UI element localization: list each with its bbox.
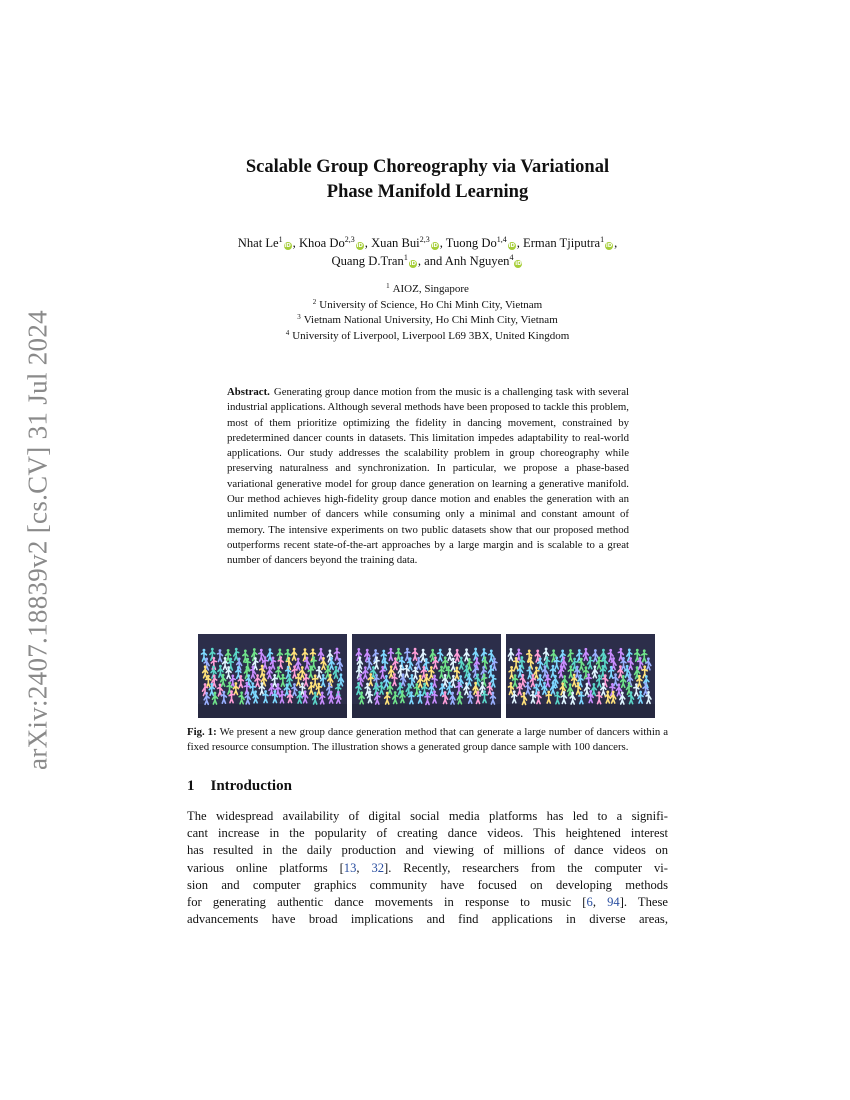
orcid-icon: iD bbox=[284, 243, 291, 249]
title-line: Scalable Group Choreography via Variational bbox=[245, 157, 610, 177]
author-list bbox=[150, 234, 705, 270]
render-floor bbox=[506, 704, 655, 718]
author-affiliation-mark: 4 bbox=[509, 253, 514, 262]
author-affiliation-mark: 1 bbox=[600, 235, 605, 244]
citation-link[interactable]: 94 bbox=[607, 895, 620, 910]
author-separator: , bbox=[439, 236, 446, 250]
section-title: Introduction bbox=[210, 778, 292, 794]
affiliation-number: 3 bbox=[297, 313, 301, 322]
introduction-body bbox=[187, 808, 668, 928]
orcid-icon: iD bbox=[356, 243, 363, 249]
abstract bbox=[227, 385, 629, 569]
affiliation bbox=[150, 329, 705, 345]
author-name: Xuan Bui bbox=[371, 236, 420, 250]
citation-link[interactable]: 13 bbox=[343, 860, 357, 875]
affiliation-text: University of Liverpool, Liverpool L69 3BX, United Kingdom bbox=[292, 329, 570, 342]
section-number: 1 bbox=[187, 778, 195, 794]
affiliation-number: 1 bbox=[386, 282, 390, 290]
author-name: Quang D.Tran bbox=[331, 254, 404, 268]
render-floor bbox=[198, 704, 347, 718]
author-affiliation-mark: 1 bbox=[278, 235, 283, 244]
section-heading bbox=[187, 778, 292, 795]
author-separator: , bbox=[614, 236, 618, 250]
text-line: sion and computer graphics community have focused on developing methods bbox=[187, 877, 668, 892]
orcid-icon: iD bbox=[508, 243, 515, 249]
affiliation-text: AIOZ, Singapore bbox=[392, 283, 469, 295]
title-line: Phase Manifold Learning bbox=[326, 182, 529, 202]
text-line: has resulted in the daily production and viewing of millions of dance videos on bbox=[187, 843, 668, 858]
affiliation-list bbox=[150, 282, 705, 344]
author-name: Khoa Do bbox=[298, 236, 345, 250]
author-affiliation-mark: 1,4 bbox=[496, 235, 507, 244]
orcid-icon: iD bbox=[431, 243, 438, 249]
orcid-icon: iD bbox=[605, 243, 613, 249]
abstract-label: Abstract. bbox=[227, 386, 270, 398]
author-name: Anh Nguyen bbox=[444, 254, 510, 268]
orcid-icon: iD bbox=[409, 261, 417, 267]
affiliation bbox=[150, 313, 705, 329]
text-line: advancements have broad implications and find applications in diverse areas, bbox=[187, 912, 668, 927]
caption-text: We present a new group dance generation method that can generate a large number of dancers within a fixed resource consumption. The illustration shows a generated group dance sample with 100 dancers. bbox=[187, 726, 668, 754]
render-floor bbox=[352, 704, 501, 718]
affiliation-number: 2 bbox=[312, 297, 317, 306]
author-affiliation-mark: 2,3 bbox=[419, 235, 430, 244]
author-affiliation-mark: 1 bbox=[403, 253, 408, 262]
author-line bbox=[150, 252, 705, 270]
text-line: The widespread availability of digital social media platforms has led to a signifi- bbox=[187, 809, 668, 823]
caption-label: Fig. 1: bbox=[187, 726, 217, 738]
dance-render-panel-3 bbox=[506, 634, 655, 718]
author-affiliation-mark: 2,3 bbox=[344, 235, 355, 244]
affiliation bbox=[150, 298, 705, 314]
text-line: various online platforms [13, 32]. Recently, researchers from the computer vi- bbox=[187, 860, 669, 875]
affiliation-text: University of Science, Ho Chi Minh City, Vietnam bbox=[319, 298, 543, 311]
author-separator: , bbox=[364, 236, 372, 250]
figure-caption bbox=[187, 725, 668, 756]
author-separator: , bbox=[516, 236, 524, 250]
abstract-text: Generating group dance motion from the music is a challenging task with several industrial applications. Although several methods have been proposed to tackle this problem, most of them prioritize optimizing the fidelity in dancing movement, constrained by predetermined dancer counts in datasets. This limitation impedes adaptability to real-world applications. Our study addresses the scalability problem in group choreography while preserving naturalness and synchronization. In particular, we propose a phase-based variational generative model for group dance generation on learning a generative manifold. Our method achieves high-fidelity group dance motion and enables the generation with an unlimited number of dancers while consuming only a minimal and constant amount of memory. The intensive experiments on two public datasets show that our proposed method outperforms recent state-of-the-art approaches by a large margin and is scalable to a great number of dancers beyond the training data. bbox=[227, 386, 629, 567]
arxiv-identifier: arXiv:2407.18839v2 [cs.CV] 31 Jul 2024 bbox=[22, 310, 53, 770]
text-line: for generating authentic dance movements in response to music [6, 94]. These bbox=[187, 895, 669, 910]
text-line: cant increase in the popularity of creating dance videos. This heightened interest bbox=[187, 826, 668, 841]
dance-render-panel-2 bbox=[352, 634, 501, 718]
affiliation-text: Vietnam National University, Ho Chi Minh City, Vietnam bbox=[303, 314, 558, 327]
author-separator: , bbox=[292, 236, 299, 250]
author-line bbox=[150, 234, 705, 252]
dance-render-panel-1 bbox=[198, 634, 347, 718]
affiliation-number: 4 bbox=[285, 328, 290, 337]
citation-link[interactable]: 6 bbox=[586, 895, 593, 910]
citation-link[interactable]: 32 bbox=[371, 860, 385, 875]
author-separator: , and bbox=[417, 254, 445, 268]
author-name: Erman Tjiputra bbox=[523, 236, 601, 250]
orcid-icon: iD bbox=[515, 261, 522, 267]
teaser-figure bbox=[198, 634, 656, 718]
author-name: Nhat Le bbox=[237, 236, 279, 250]
paper-title bbox=[150, 155, 705, 205]
author-name: Tuong Do bbox=[445, 236, 497, 250]
affiliation bbox=[150, 282, 705, 298]
